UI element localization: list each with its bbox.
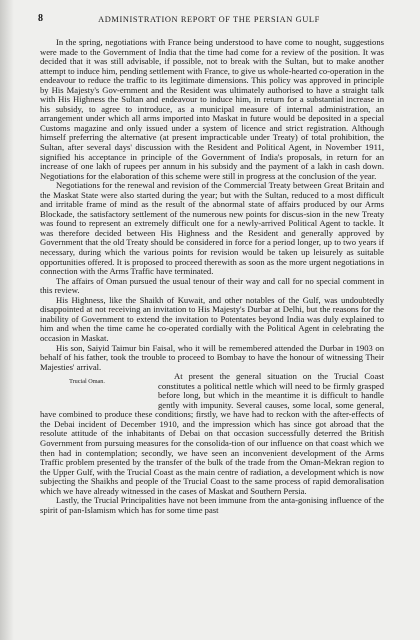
- page-number: 8: [38, 13, 43, 24]
- paragraph-durbar: His Highness, like the Shaikh of Kuwait, and other notables of the Gulf, was undoubtedly disappointed at not receiving an invitation to His Majesty's Durbar at Delhi, but the reasons for the inability of Government to extend the invitation to Potentates beyond India was duly explained to him and when the time came he co-operated cordially with the Political Agent in celebrating the occasion in Maskat.: [40, 294, 384, 343]
- page-header: [38, 14, 380, 28]
- paragraph-saiyid-taimur: His son, Saiyid Taimur bin Faisal, who it will be remembered attended the Durbar in 1903 on behalf of his father, took the trouble to proceed to Bombay to have the honour of witnessing Their Majesties' arrival.: [40, 342, 384, 372]
- paragraph-trucial-coast-tail: in the meantime it is difficult to handle gently with impunity. Several causes, some local, some general, have combined to produce these conditions; firstly, we have had to reckon with the after-effects of the Debai incident of December 1910, and the impression which has since got abroad that the resolute attitude of the inhabitants of Debai on that occasion successfully deterred the British Government from pursuing measures for the consolida-tion of our influence on that coast which we then had in contemplation; secondly, we have seen an inconvenient development of the Arms Traffic problem presented by the transfer of the bulk of the trade from the Oman-Mekran region to the Upper Gulf, with the Trucial Coast as the main centre of radiation, a development which is now subjecting the Shaikhs and people of the Trucial Coast to the same process of rapid demoralisation which we have already witnessed in the cases of Maskat and Southern Persia.: [40, 390, 384, 496]
- paragraph-trucial-coast-head: At present the general situation on the Trucial Coast constitutes a political nettle which will need to be firmly grasped before long, but which: [158, 371, 384, 401]
- paragraph-pan-islamism: Lastly, the Trucial Principalities have not been immune from the anta-gonising influence of the spirit of pan-Islamism which has for some time past: [40, 495, 384, 515]
- paragraph-oman-affairs: The affairs of Oman pursued the usual tenour of their way and call for no special comment in this review.: [40, 275, 384, 296]
- margin-note-trucial-oman: Trucial Oman.: [69, 378, 105, 386]
- paragraph-commercial-treaty: Negotiations for the renewal and revision of the Commercial Treaty between Great Britain and the Maskat State were also started during the year; but with the Sultan, reduced to a most difficult and irritable frame of mind as the result of the abnormal state of affairs produced by our Arms Blockade, the satisfactory settlement of the numerous new points for discus-sion in the new Treaty was found to represent an extremely difficult one for a newly-arrived Political Agent to tackle. It was therefore decided between His Highness and the Resident and generally approved by Government that the old Treaty should be considered in force for a period longer, up to two years if necessary, during which the various points for revision would be taken up leisurely as suitable opportunities offered. It is proposed to proceed therewith as soon as the more urgent negotiations in connection with the Arms Traffic have terminated.: [40, 180, 384, 277]
- running-head: ADMINISTRATION REPORT OF THE PERSIAN GULF: [98, 15, 320, 24]
- paragraph-arms-negotiations: In the spring, negotiations with France being understood to have come to nought, suggestions were made to the Government of India that the time had come for a review of the position. It was decided that it was still advisable, if possible, not to break with the Sultan, but to make another attempt to induce him, pending settlement with France, to give us whole-hearted co-operation in the endeavour to reduce the traffic to its legitimate dimensions. This policy was approved in principle by His Majesty's Gov-ernment and the Resident was ultimately authorised to have a straight talk with His Highness the Sultan and endeavour to induce him, in return for a substantial increase in his subsidy, to agree to introduce, as a municipal measure of internal administration, an arrangement under which all arms imported into Maskat in future would be deposited in a special Customs magazine and only issued under a system of licence and strict registration. Although himself preferring the alternative (at present impracticable under Treaty) of total prohibition, the Sultan, after several days' discussion with the Resident and Political Agent, in November 1911, signified his acceptance in principle of the Government of India's proposals, in return for an increase of one lakh of rupees per annum in his subsidy and the payment of a lakh in cash down. Negotiations for the elaboration of this scheme were still in progress at the conclusion of the year.: [40, 37, 384, 181]
- body-text: [40, 38, 384, 515]
- paragraph-trucial-coast: [40, 372, 384, 496]
